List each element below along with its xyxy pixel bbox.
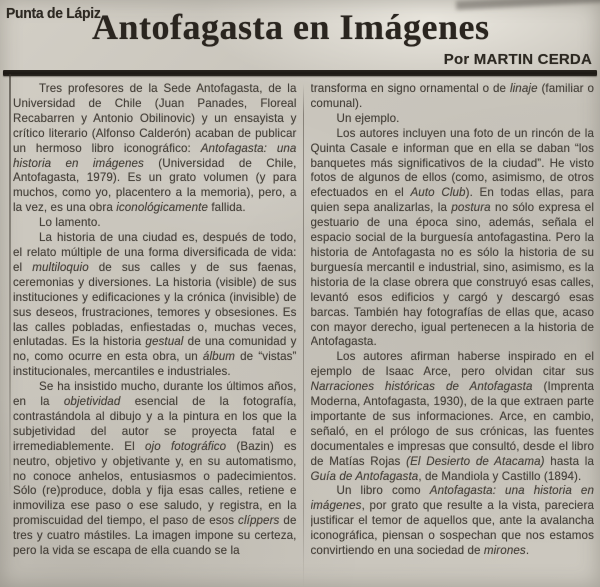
- italic-text-segment: multiloquio: [32, 260, 89, 274]
- text-segment: fallida.: [208, 201, 246, 215]
- text-segment: transforma en signo ornamental o de: [310, 82, 510, 95]
- italic-text-segment: Narraciones históricas de Antofagasta: [310, 380, 533, 394]
- text-segment: Los autores incluyen una foto de un rincón de la Quinta Casale e informan que en ella se daban “los banquetes más significativos de la ciudad”. He visto fotos de algunos de ellos (como, asimismo, de otros efectuados en el: [310, 126, 594, 200]
- italic-text-segment: objetividad: [63, 395, 121, 409]
- section-kicker: Punta de Lápiz: [6, 5, 101, 22]
- paragraph: [13, 216, 297, 231]
- text-segment: La historia de una ciudad es, después de todo, el relato múltiple de una forma diversificada de vida: el: [13, 231, 297, 274]
- clipping-edge-line: [9, 74, 11, 504]
- article-title: Antofagasta en Imágenes: [92, 7, 490, 47]
- text-segment: de tres y cuatro mástiles. La imagen impone su certeza, pero la vida se escapa de ella cuando se la: [13, 514, 297, 558]
- paragraph: [13, 82, 297, 216]
- italic-text-segment: álbum: [202, 350, 235, 364]
- text-segment: .: [525, 544, 530, 558]
- italic-text-segment: linaje: [509, 82, 538, 95]
- paragraph: [311, 82, 595, 112]
- article-body: [0, 76, 600, 587]
- text-segment: de sus calles y de sus faenas, ceremonias y diversiones. La historia (visible) de sus instituciones y edificaciones y la crónica (invisible) de sus deseos, frustraciones, temores y obsesiones. Es las calles pobladas, enfiestadas o, muchas veces, enlutadas. Es la historia: [13, 260, 297, 349]
- text-segment: ). En todas ellas, para quien sepa analizarlas, la: [310, 186, 594, 215]
- article-header: [0, 0, 600, 66]
- text-segment: Tres profesores de la Sede Antofagasta, de la Universidad de Chile (Juan Panades, Floreal Recabarren y Antonio Obilinovic) y un ensayista y crítico literario (Alfonso Calderón) acaban de publicar un hermoso libro iconográfico:: [13, 82, 297, 155]
- italic-text-segment: Guía de Antofagasta: [310, 469, 419, 483]
- italic-text-segment: Antofagasta: una historia en imágenes: [310, 484, 594, 513]
- italic-text-segment: postura: [451, 201, 491, 215]
- text-segment: Los autores afirman haberse inspirado en el ejemplo de Isaac Arce, pero olvidan citar sus: [310, 350, 594, 379]
- paragraph: [311, 350, 595, 484]
- italic-text-segment: clíppers: [238, 514, 280, 528]
- byline: Por MARTIN CERDA: [443, 51, 592, 68]
- text-segment: no sólo expresa el gestuario de una época sino, además, señala el espacio social de la burguesía antofagastina. Pero la historia de Antofagasta no es sólo la historia de su burguesía mercantil e industrial, sino, asimismo, es la historia de la clase obrera que construyó esas calles, levantó esos edificios y cargó y descargó esas barcas. También hay fotografías de ellas que, acaso con mayor derecho, igual pertenecen a la historia de Antofagasta.: [310, 201, 594, 349]
- italic-text-segment: iconológicamente: [116, 201, 209, 215]
- text-segment: Se ha insistido mucho, durante los últimos años, en la: [13, 380, 297, 409]
- text-segment: de una comunidad y no, como ocurre en esta obra, un: [13, 335, 297, 364]
- text-segment: de “vistas” institucionales, mercantiles e industriales.: [13, 350, 297, 379]
- right-column: [311, 82, 595, 587]
- text-segment: (Universidad de Chile, Antofagasta, 1979). Es un grato volumen (y para muchos, como yo, placentero a la memoria), pero, a la vez, es una obra: [13, 156, 297, 215]
- italic-text-segment: Antofagasta: una historia en imágenes: [13, 141, 297, 170]
- text-segment: esencial de la fotografía, contrastándola al dibujo y a la pintura en los que la subjetividad del autor se proyecta fatal e irremediablemente. El: [13, 395, 297, 453]
- text-segment: hasta la: [544, 454, 594, 468]
- italic-text-segment: Auto Club: [410, 186, 466, 200]
- paragraph: [311, 484, 595, 559]
- column-divider: [303, 84, 304, 587]
- paragraph: [311, 112, 595, 127]
- italic-text-segment: (El Desierto de Atacama): [406, 454, 545, 468]
- text-segment: Un ejemplo.: [336, 111, 400, 125]
- italic-text-segment: ojo fotográfico: [144, 439, 227, 453]
- text-segment: (Imprenta Moderna, Antofagasta, 1930), de la que extraen parte importante de sus informaciones. Arce, en cambio, señaló, en el prólogo de sus crónicas, las fuentes documentales e impresas que consultó, desde el libro de Matías Rojas: [310, 380, 594, 468]
- paragraph: [13, 231, 297, 380]
- text-segment: Lo lamento.: [39, 216, 101, 230]
- left-column: [13, 82, 297, 587]
- italic-text-segment: mirones: [483, 544, 526, 558]
- text-segment: (familiar o comunal).: [310, 82, 594, 110]
- text-segment: (Bazin) es neutro, objetivo y objetivante y, en su automatismo, no conoce anhelos, entusiasmos o padecimientos. Sólo (re)produce, dobla y fija esas calles, retiene e inmoviliza ese paso o ese saludo, y registra, en la promiscuidad del tiempo, el paso de esos: [13, 439, 297, 528]
- paragraph: [13, 380, 297, 559]
- text-segment: , de Mandiola y Castillo (1894).: [418, 469, 582, 483]
- italic-text-segment: gestual: [145, 335, 184, 349]
- paragraph: [311, 127, 595, 351]
- text-segment: Un libro como: [336, 484, 430, 498]
- text-segment: , por grato que resulte a la vista, pareciera justificar el temor de aquellos que, ante la avalancha iconográfica, piensan o sospechan que nos estamos convirtiendo en una sociedad de: [310, 499, 594, 558]
